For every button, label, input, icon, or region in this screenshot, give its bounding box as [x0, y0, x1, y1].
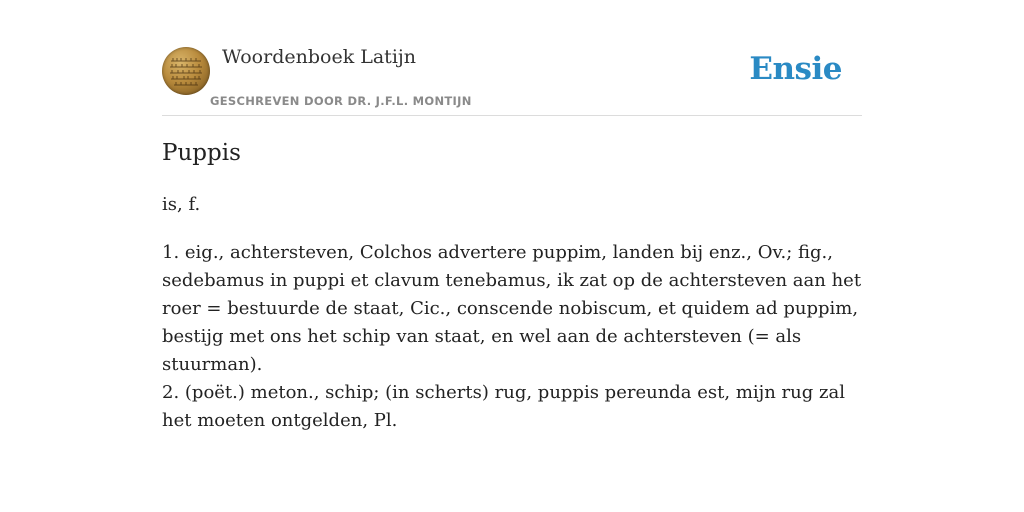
- entry-definition: [162, 239, 867, 435]
- site-title[interactable]: Woordenboek Latijn: [222, 46, 417, 68]
- definition-sense: 2. (poët.) meton., schip; (in scherts) rug, puppis pereunda est, mijn rug zal het moeten ontgelden, Pl.: [162, 382, 845, 431]
- entry-grammar: is, f.: [162, 194, 201, 215]
- entry-title: Puppis: [162, 140, 241, 166]
- author-byline: GESCHREVEN DOOR DR. J.F.L. MONTIJN: [210, 94, 472, 108]
- site-header: [162, 46, 862, 116]
- definition-sense: 1. eig., achtersteven, Colchos advertere puppim, landen bij enz., Ov.; fig., sedebamus in puppi et clavum tenebamus, ik zat op de achtersteven aan het roer = bestuurde de staat, Cic., conscende nobiscum, et quidem ad puppim, bestijg met ons het schip van staat, en wel aan de achtersteven (= als stuurman).: [162, 242, 862, 375]
- ensie-logo-link[interactable]: Ensie: [749, 51, 842, 87]
- coin-inscription-icon[interactable]: [162, 47, 210, 95]
